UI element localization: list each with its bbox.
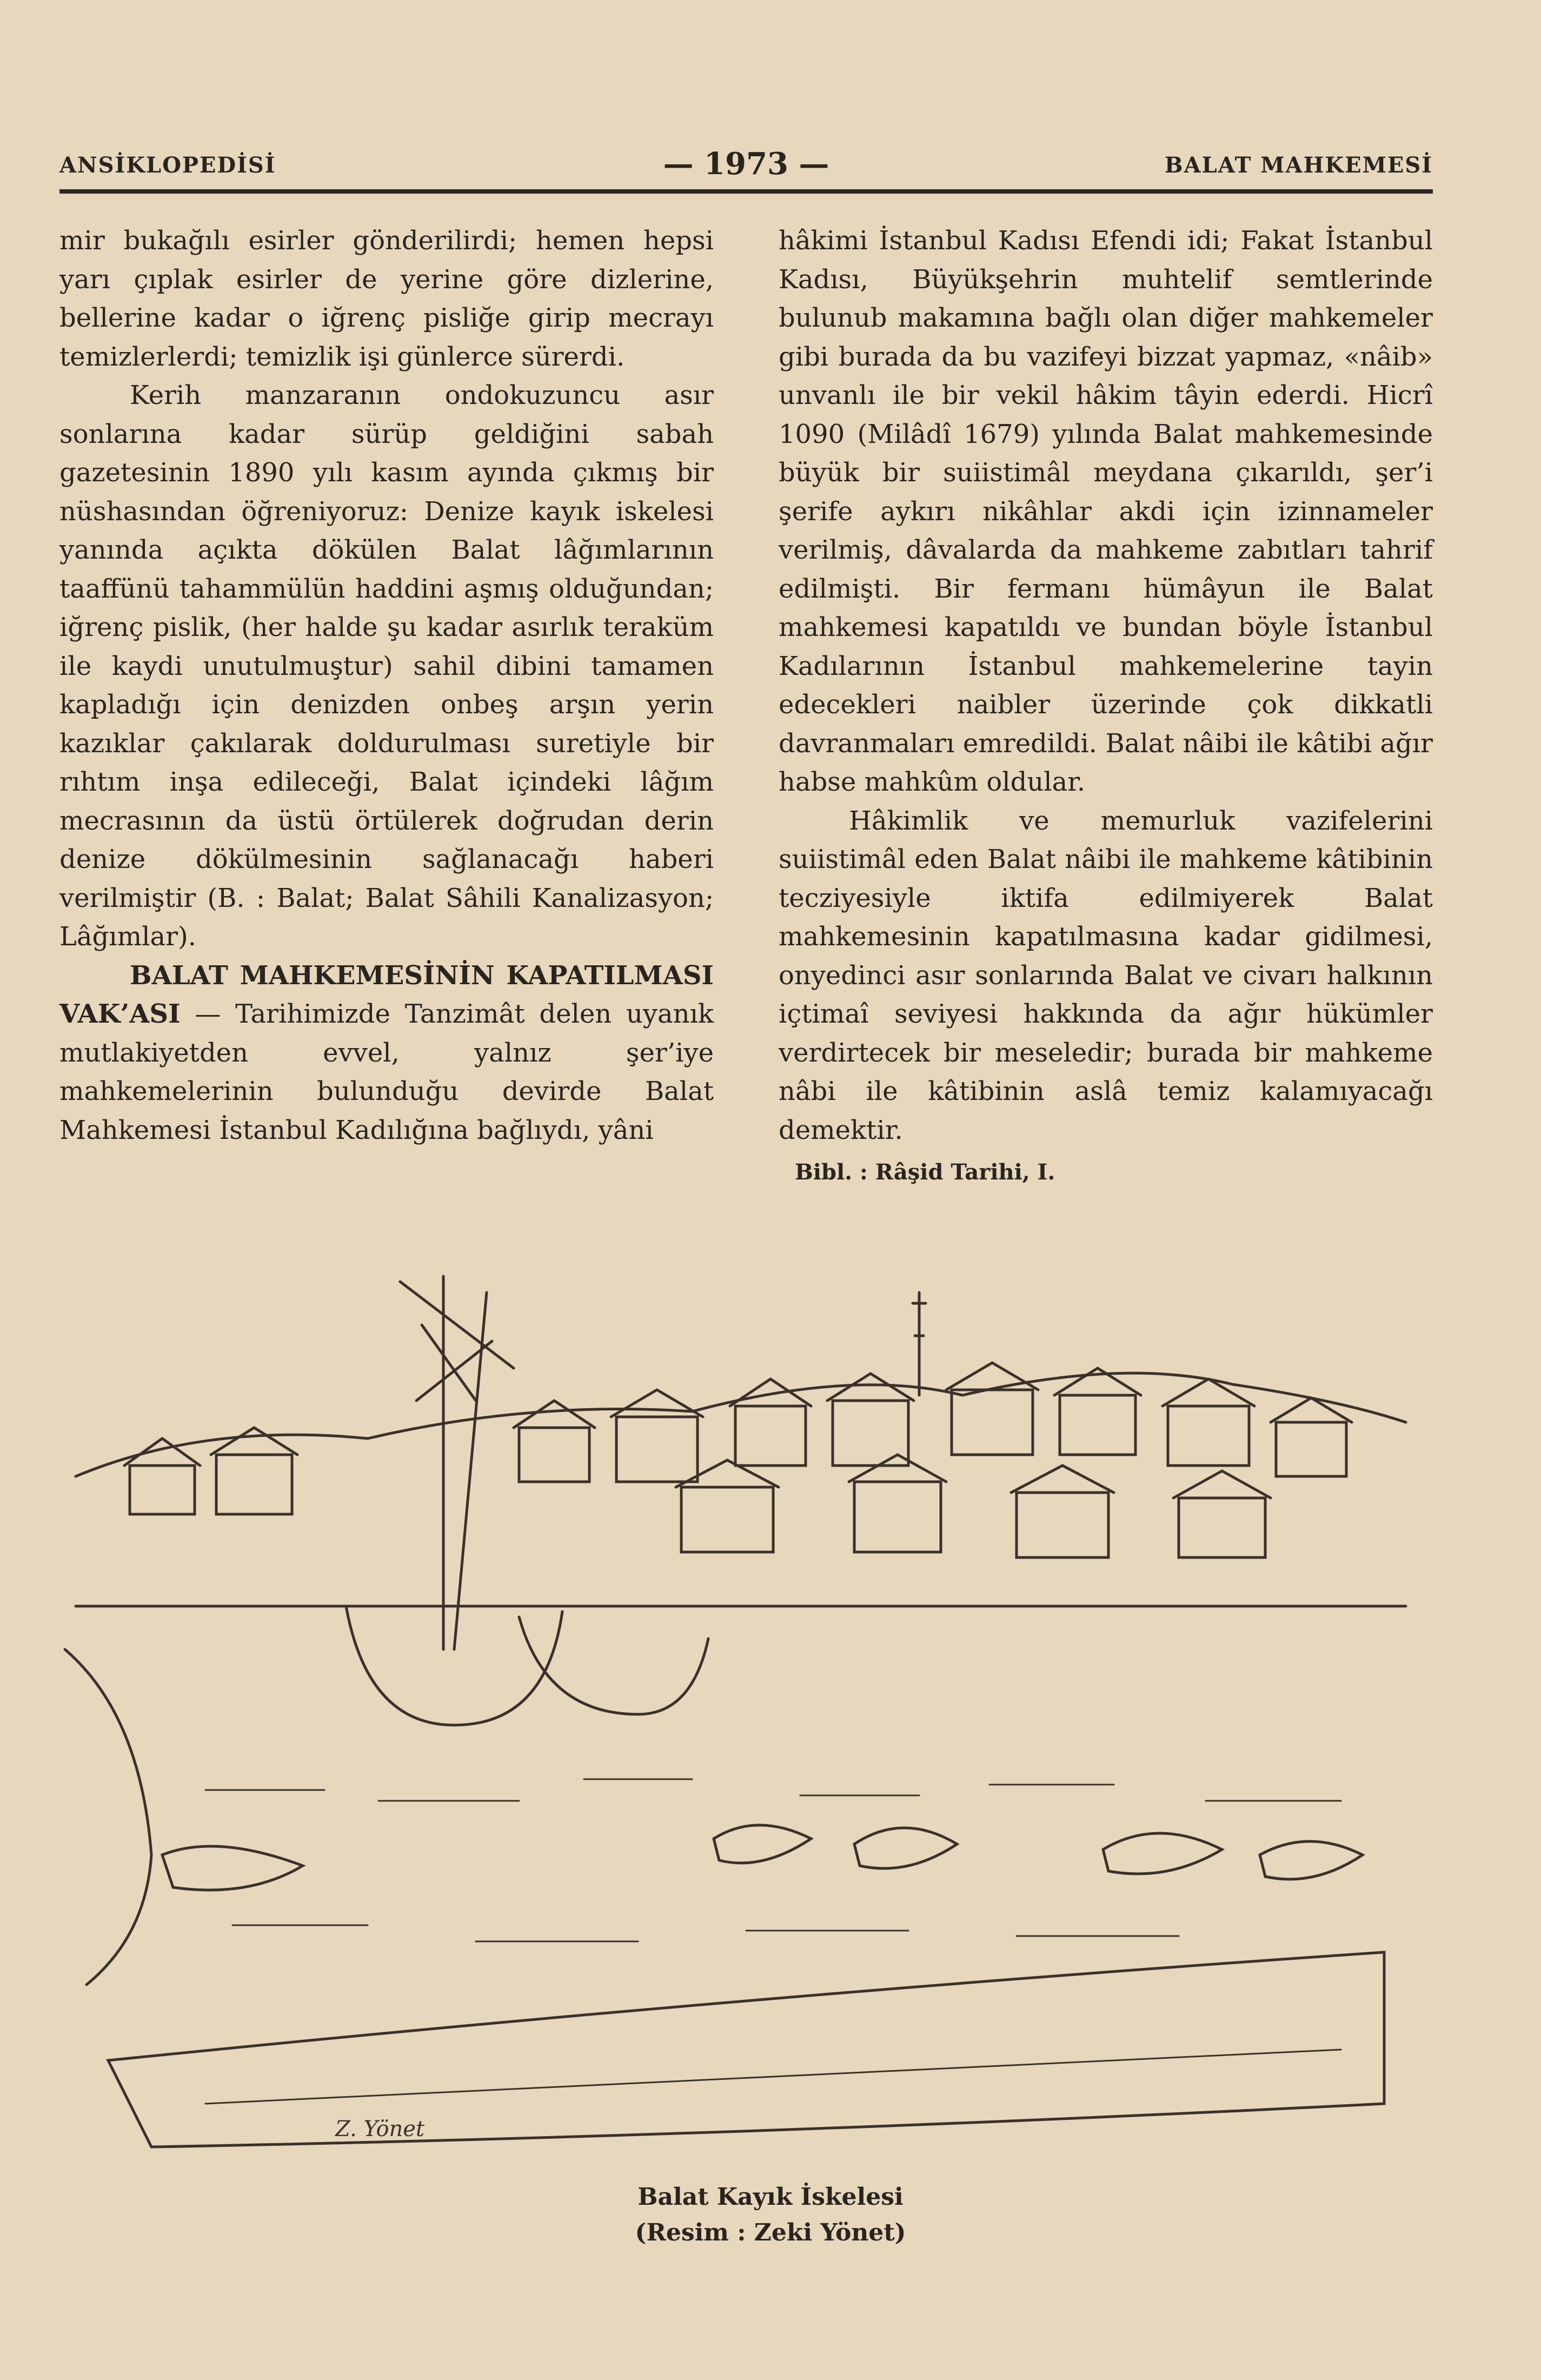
right-column — [779, 222, 1433, 1192]
bibliography: Bibl. : Râşid Tarihi, I. — [795, 1159, 1055, 1185]
left-paragraph-2: Kerih manzaranın ondokuzuncu asır sonlarına kadar sürüp geldiğini sabah gazetesinin 1890 yılı kasım ayında çıkmış bir nüshasından öğreniyoruz: Denize kayık iskelesi yanında açıkta dökülen Balat lâğımlarının taaffünü tahammülün haddini aşmış olduğundan; iğrenç pislik, (her halde şu kadar asırlık teraküm ile kaydi unutulmuştur) sahil dibini tamamen kapladığı için denizden onbeş arşın yerin kazıklar çakılarak doldurulması suretiyle bir rıhtım inşa edileceği, Balat içindeki lâğım mecrasının da üstü örtülerek doğrudan derin denize dökülmesinin sağlanacağı haberi verilmiştir (B. : Balat; Balat Sâhili Kanalizasyon; Lâğımlar). — [59, 380, 714, 952]
right-paragraph-2: Hâkimlik ve memurluk vazifelerini suiistimâl eden Balat nâibi ile mahkeme kâtibinin tecziyesiyle iktifa edilmiyerek Balat mahkemesinin kapatılmasına kadar gidilmesi, onyedinci asır sonlarında Balat ve civarı halkının içtimaî seviyesi hakkında da ağır hükümler verdirtecek bir meseledir; burada bir mahkeme nâbi ile kâtibinin aslâ temiz kalamıyacağı demektir. — [779, 805, 1433, 1145]
minaret — [913, 1292, 926, 1395]
foreground-pier — [108, 1952, 1384, 2147]
left-paragraph-3 — [59, 957, 714, 1150]
running-head-right: BALAT MAHKEMESİ — [1164, 153, 1433, 178]
section-heading: BALAT MAHKEMESİNİN KAPATILMASI VAK’ASI — [59, 960, 714, 1029]
hill-outline — [76, 1373, 1406, 1476]
rowboats — [162, 1825, 1363, 1890]
boat-masts — [400, 1276, 514, 1649]
water-lines — [205, 1779, 1341, 1941]
running-head-left: ANSİKLOPEDİSİ — [59, 153, 276, 178]
caption-title: Balat Kayık İskelesi — [637, 2183, 904, 2211]
foreground-boat-left — [65, 1649, 151, 1985]
page-number: — 1973 — — [663, 146, 829, 182]
houses — [124, 1363, 1352, 1557]
left-column — [59, 222, 714, 1150]
left-paragraph-1: mir bukağılı esirler gönderilirdi; hemen hepsi yarı çıplak esirler de yerine göre dizlerine, bellerine kadar o iğrenç pisliğe girip mecrayı temizlerlerdi; temizlik işi günlerce sürerdi. — [59, 226, 714, 372]
right-paragraph-1: hâkimi İstanbul Kadısı Efendi idi; Fakat İstanbul Kadısı, Büyükşehrin muhtelif semtlerinde bulunub makamına bağlı olan diğer mahkemeler gibi burada da bu vazifeyi bizzat yapmaz, «nâib» unvanlı ile bir vekil hâkim tâyin ederdi. Hicrî 1090 (Milâdî 1679) yılında Balat mahkemesinde büyük bir suiistimâl meydana çıkarıldı, şer’i şerife aykırı nikâhlar akdi için izinnameler verilmiş, dâvalarda da mahkeme zabıtları tahrif edilmişti. Bir fermanı hümâyun ile Balat mahkemesi kapatıldı ve bundan böyle İstanbul Kadılarının İstanbul mahkemelerine tayin edecekleri naibler üzerinde çok dikkatli davranmaları emredildi. Balat nâibi ile kâtibi ağır habse mahkûm oldular. — [779, 226, 1433, 797]
boat-hull-large — [346, 1606, 562, 1725]
balat-harbor-illustration — [43, 1260, 1427, 2179]
figure-caption — [0, 2179, 1541, 2251]
header-rule — [59, 189, 1433, 194]
artist-signature: Z. Yönet — [335, 2117, 425, 2142]
running-head — [59, 146, 1433, 184]
caption-credit: (Resim : Zeki Yönet) — [635, 2219, 906, 2246]
section-intro-text: — Tarihimizde Tanzimât delen uyanık mutlakiyetden evvel, yalnız şer’iye mahkemelerinin bulunduğu devirde Balat Mahkemesi İstanbul Kadılığına bağlıydı, yâni — [59, 999, 714, 1145]
